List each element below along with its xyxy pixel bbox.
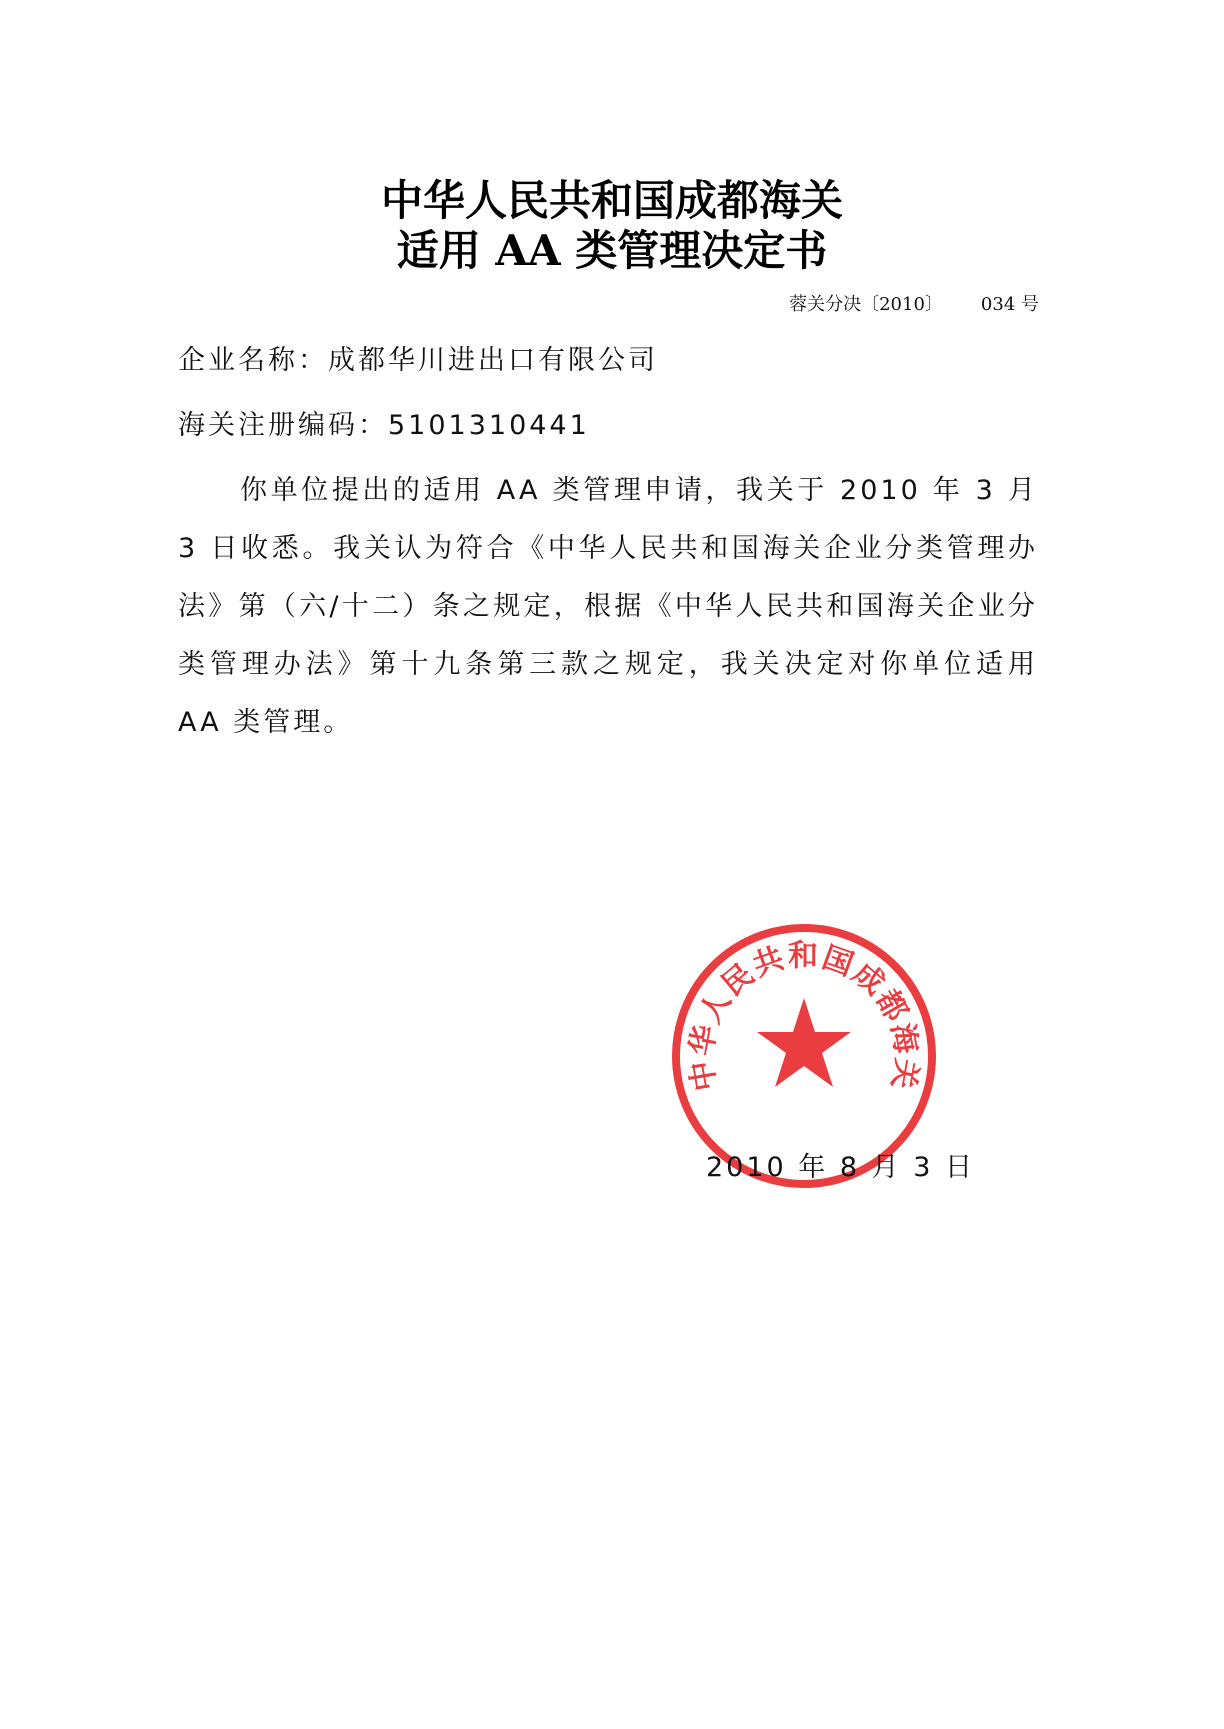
document-title-line2: 适用 AA 类管理决定书 (396, 226, 828, 275)
document-title-line1: 中华人民共和国成都海关 (380, 176, 843, 225)
seal-text: 中华人民共和国成都海关 (684, 938, 924, 1094)
customs-code-label: 海关注册编码： (178, 410, 388, 441)
company-field (178, 338, 658, 377)
issue-date: 2010 年 8 月 3 日 (706, 1152, 975, 1183)
customs-code-value: 5101310441 (388, 410, 590, 441)
document-number-suffix: 034 号 (980, 294, 1039, 315)
document-number-prefix: 蓉关分决〔2010〕 (789, 294, 943, 315)
document-number (789, 290, 1039, 316)
decision-body: 你单位提出的适用 AA 类管理申请，我关于 2010 年 3 月 3 日收悉。我关认为符合《中华人民共和国海关企业分类管理办法》第（六/十二）条之规定，根据《中华人民共和国海关企业分类管理办法》第十九条第三款之规定，我关决定对你单位适用 AA 类管理。 (178, 475, 1038, 738)
star-icon (757, 998, 851, 1087)
company-label: 企业名称： (178, 345, 328, 376)
company-name: 成都华川进出口有限公司 (328, 345, 658, 376)
customs-code-field (178, 403, 590, 442)
